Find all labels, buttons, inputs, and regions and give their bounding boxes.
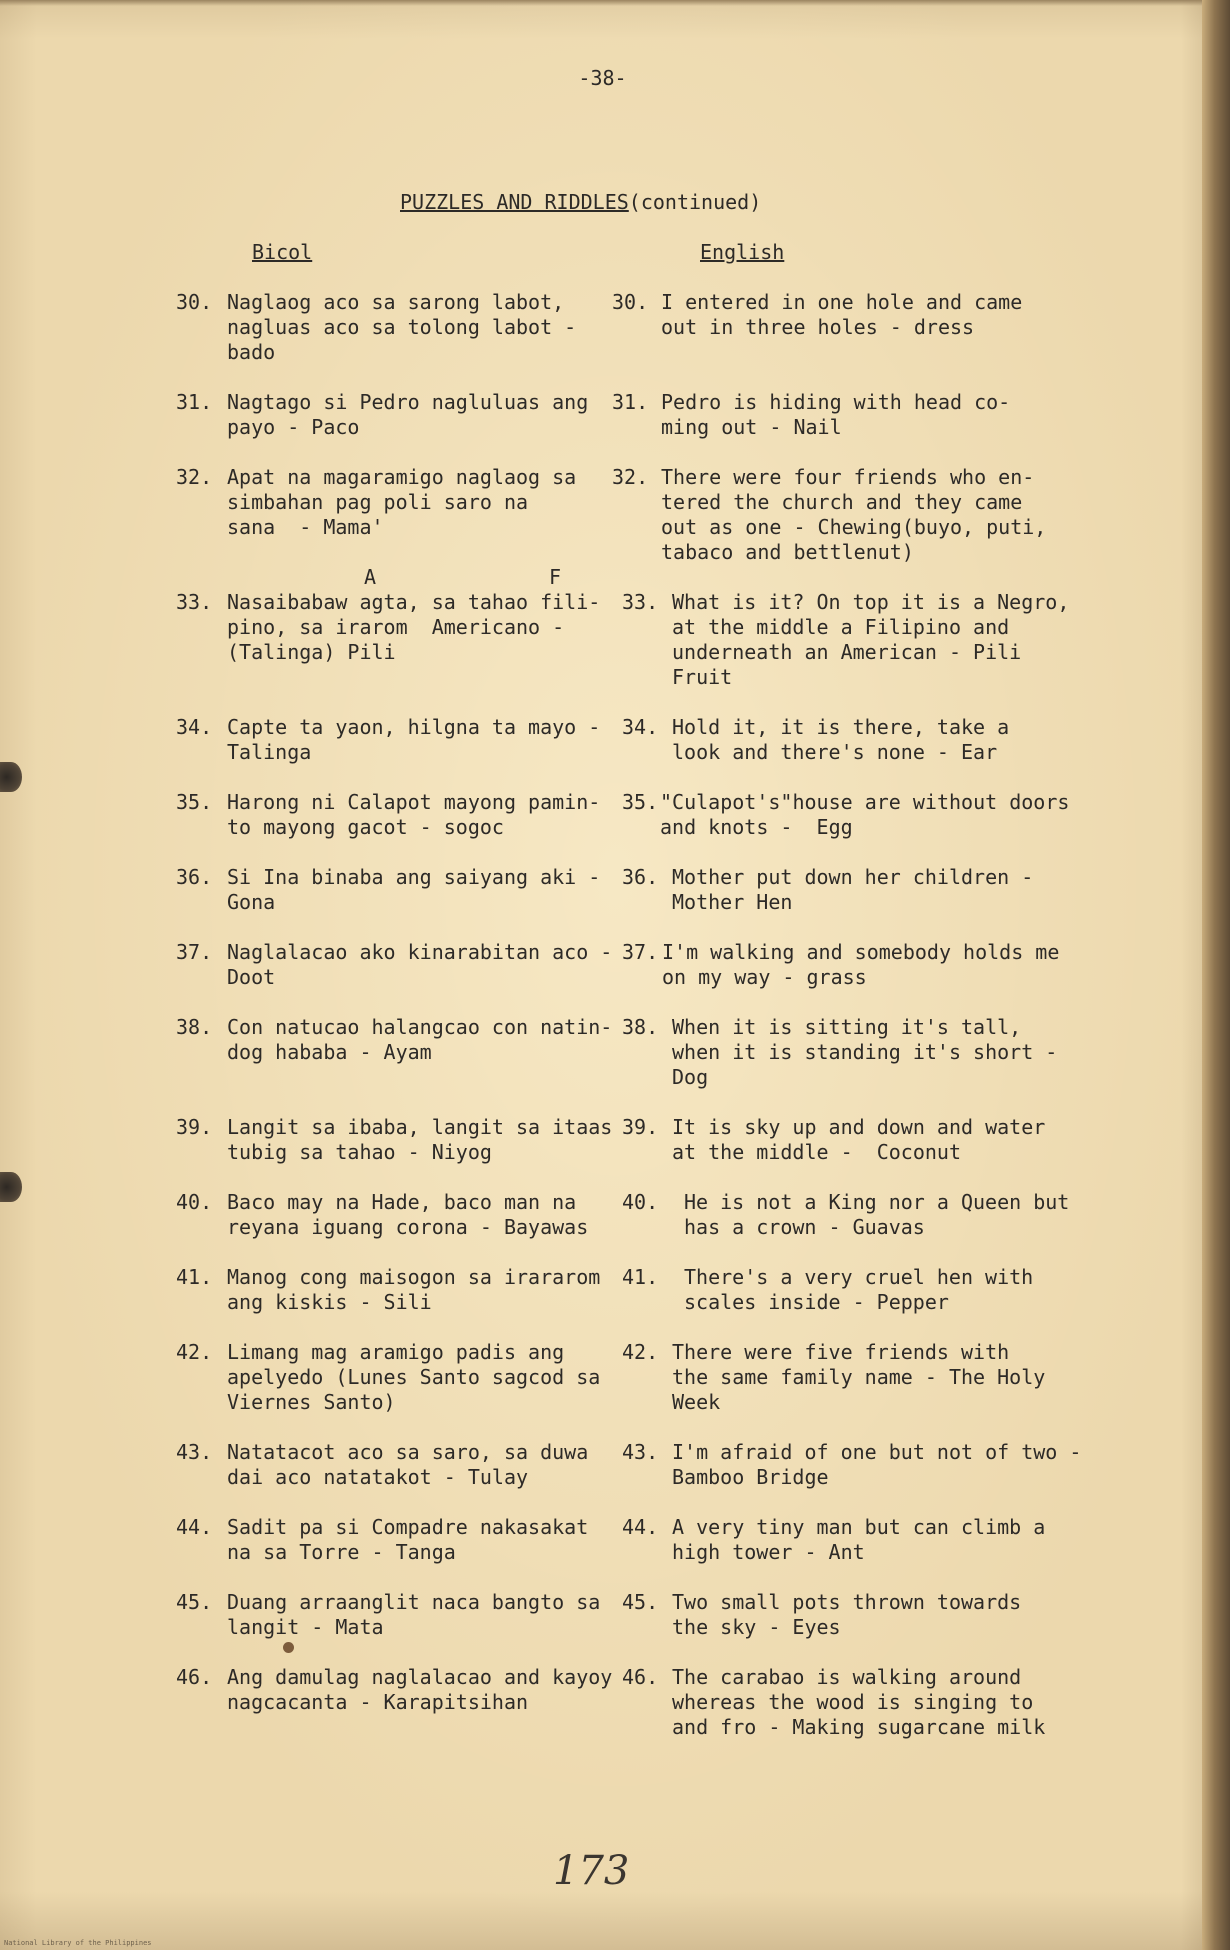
riddle-english-text: Mother put down her children - Mother Hen [672,865,1034,914]
riddle-english-text: "Culapot's"house are without doors and knots - Egg [660,790,1070,839]
riddle-number-english: 42. [622,1340,659,1364]
riddle-number-english: 39. [622,1115,659,1139]
riddle-english-text: I'm afraid of one but not of two - Bamboo Bridge [672,1440,1082,1489]
riddle-bicol-text: Con natucao halangcao con natin- dog hababa - Ayam [227,1015,613,1064]
riddle-bicol-text: Si Ina binaba ang saiyang aki - Gona [227,865,601,914]
riddle-bicol-text: Manog cong maisogon sa irararom ang kiskis - Sili [227,1265,601,1314]
page-title-main: PUZZLES AND RIDDLES [400,190,629,214]
riddle-number-bicol: 44. [176,1515,213,1539]
riddle-english-text: Two small pots thrown towards the sky - Eyes [672,1590,1022,1639]
riddle-number-english: 43. [622,1440,659,1464]
riddle-number-bicol: 33. [176,590,213,614]
riddle-english-text: Hold it, it is there, take a look and there's none - Ear [672,715,1010,764]
riddle-english-text: What is it? On top it is a Negro, at the middle a Filipino and underneath an American - Pili Fruit [672,590,1070,689]
riddle-number-english: 33. [622,590,659,614]
punch-hole-upper [0,762,22,792]
riddle-number-bicol: 34. [176,715,213,739]
riddle-number-english: 44. [622,1515,659,1539]
riddle-bicol-text: Harong ni Calapot mayong pamin- to mayong gacot - sogoc [227,790,601,839]
riddle-bicol-text: Limang mag aramigo padis ang apelyedo (Lunes Santo sagcod sa Viernes Santo) [227,1340,601,1414]
riddle-number-bicol: 43. [176,1440,213,1464]
riddle-number-english: 31. [612,390,649,414]
riddle-english-text: He is not a King nor a Queen but has a crown - Guavas [684,1190,1070,1239]
riddle-bicol-text: Naglalacao ako kinarabitan aco - Doot [227,940,613,989]
riddle-english-text: Pedro is hiding with head co- ming out - Nail [661,390,1011,439]
riddle-number-bicol: 37. [176,940,213,964]
riddle-number-bicol: 36. [176,865,213,889]
riddle-bicol-text: Apat na magaramigo naglaog sa simbahan pag poli saro na sana - Mama' [227,465,577,539]
riddle-number-english: 41. [622,1265,659,1289]
riddle-english-text: When it is sitting it's tall, when it is standing it's short - Dog [672,1015,1058,1089]
riddle-english-text: There's a very cruel hen with scales inside - Pepper [684,1265,1034,1314]
punch-hole-lower [0,1172,22,1202]
riddle-bicol-text: Naglaog aco sa sarong labot, nagluas aco sa tolong labot - bado [227,290,577,364]
riddle-english-text: There were four friends who en- tered the church and they came out as one - Chewing(buyo, puti, tabaco and bettlenut) [661,465,1047,564]
riddle-number-english: 46. [622,1665,659,1689]
riddle-english-text: The carabao is walking around whereas the wood is singing to and fro - Making sugarcane milk [672,1665,1046,1739]
riddle-number-english: 32. [612,465,649,489]
column-header-bicol: Bicol [252,240,313,264]
riddle-english-text: I entered in one hole and came out in three holes - dress [661,290,1023,339]
riddle-number-bicol: 32. [176,465,213,489]
riddle-number-english: 38. [622,1015,659,1039]
riddle-bicol-text: Nagtago si Pedro nagluluas ang payo - Paco [227,390,589,439]
riddle-bicol-text: Nasaibabaw agta, sa tahao fili- pino, sa irarom Americano - (Talinga) Pili [227,590,601,664]
riddle-english-text: There were five friends with the same family name - The Holy Week [672,1340,1046,1414]
column-header-english: English [700,240,785,264]
ink-spot [283,1642,294,1653]
riddle-english-text: A very tiny man but can climb a high tower - Ant [672,1515,1046,1564]
riddle-number-english: 45. [622,1590,659,1614]
riddle-number-english: 37. [622,940,659,964]
riddle-bicol-text: Capte ta yaon, hilgna ta mayo - Talinga [227,715,601,764]
binding-spine [1202,0,1230,1950]
page-top-edge [0,0,1230,6]
riddle-bicol-text: Langit sa ibaba, langit sa itaas tubig sa tahao - Niyog [227,1115,613,1164]
annotation-a: A [364,565,377,589]
riddle-number-english: 35. [622,790,659,814]
riddle-number-bicol: 46. [176,1665,213,1689]
riddle-number-english: 36. [622,865,659,889]
riddle-english-text: I'm walking and somebody holds me on my way - grass [662,940,1060,989]
riddle-bicol-text: Baco may na Hade, baco man na reyana iguang corona - Bayawas [227,1190,589,1239]
riddle-number-english: 40. [622,1190,659,1214]
riddle-english-text: It is sky up and down and water at the middle - Coconut [672,1115,1046,1164]
riddle-number-bicol: 38. [176,1015,213,1039]
riddle-bicol-text: Ang damulag naglalacao and kayoy nagcacanta - Karapitsihan [227,1665,613,1714]
riddle-number-bicol: 35. [176,790,213,814]
riddle-number-bicol: 40. [176,1190,213,1214]
riddle-number-english: 30. [612,290,649,314]
page-title [400,190,761,214]
riddle-number-english: 34. [622,715,659,739]
annotation-f: F [549,565,562,589]
riddle-number-bicol: 45. [176,1590,213,1614]
handwritten-page-mark: 173 [553,1848,630,1894]
riddle-number-bicol: 41. [176,1265,213,1289]
archive-footer-note: National Library of the Philippines [4,1939,152,1947]
riddle-bicol-text: Duang arraanglit naca bangto sa langit - Mata [227,1590,601,1639]
riddle-bicol-text: Natatacot aco sa saro, sa duwa dai aco natatakot - Tulay [227,1440,589,1489]
riddle-number-bicol: 42. [176,1340,213,1364]
page-number: -38- [578,66,627,90]
riddle-number-bicol: 31. [176,390,213,414]
riddle-number-bicol: 39. [176,1115,213,1139]
riddle-number-bicol: 30. [176,290,213,314]
riddle-bicol-text: Sadit pa si Compadre nakasakat na sa Torre - Tanga [227,1515,589,1564]
page-title-suffix: (continued) [628,190,762,214]
